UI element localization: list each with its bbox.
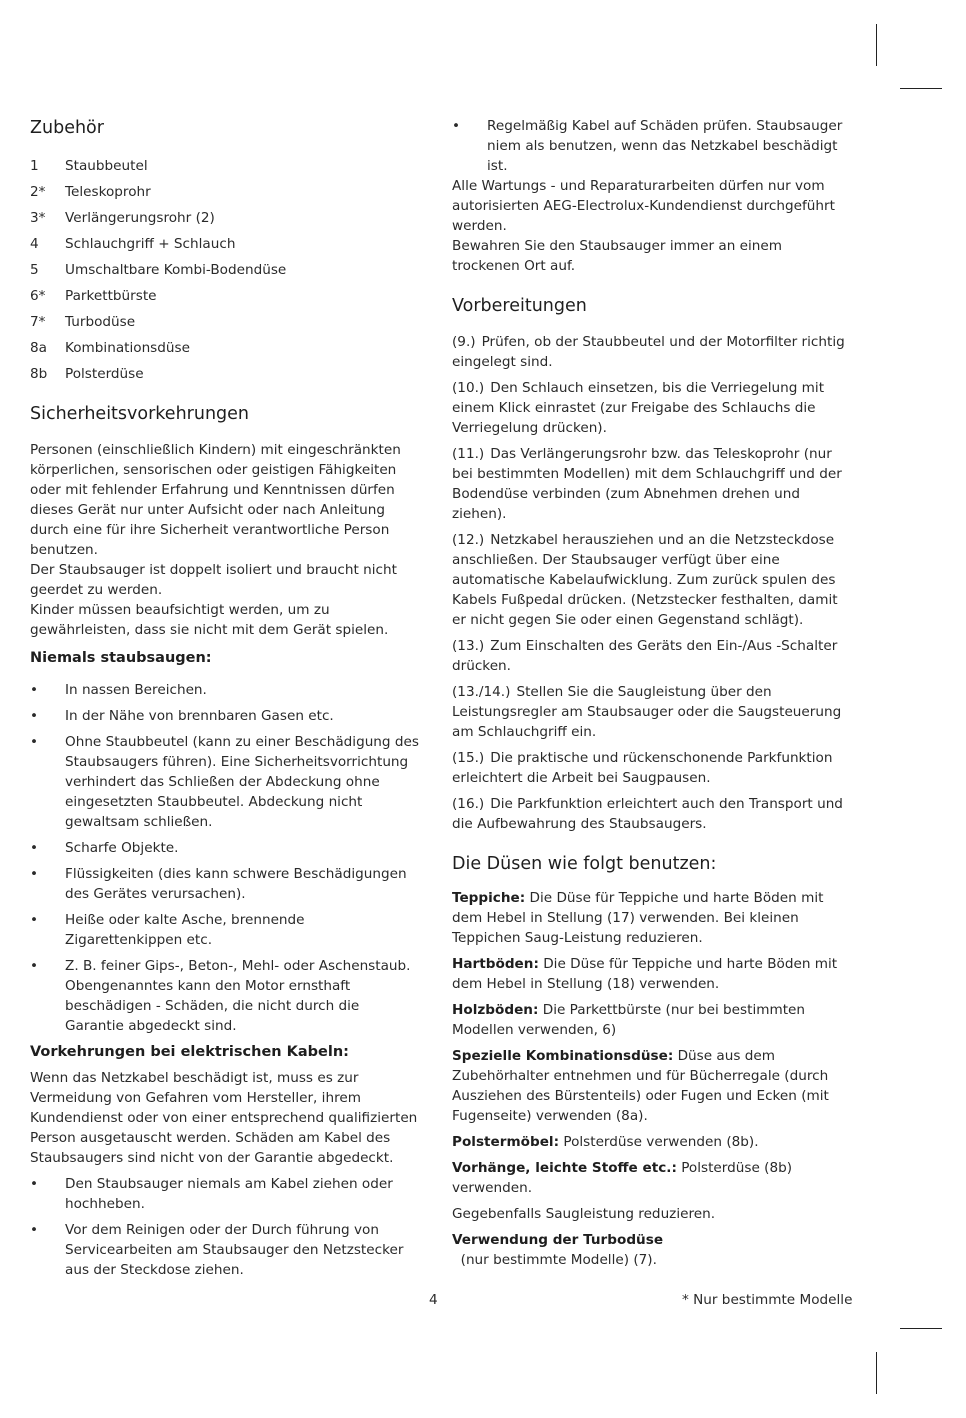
item-text: Verlängerungsrohr (2) — [65, 210, 215, 226]
bullet-icon: • — [30, 866, 39, 882]
item-text: Kombinationsdüse — [65, 340, 190, 356]
item-number: 3* — [30, 210, 46, 226]
step-text: Zum Einschalten des Geräts den Ein-/Aus -Schalter drücken. — [452, 638, 838, 674]
list-item — [30, 312, 422, 332]
nozzle-text: (nur bestimmte Modelle) (7). — [452, 1252, 657, 1268]
list-item — [452, 332, 852, 372]
crop-mark-top-horizontal — [900, 88, 942, 89]
cable-list — [30, 1174, 422, 1280]
item-text: Den Staubsauger niemals am Kabel ziehen oder hochheben. — [65, 1176, 393, 1212]
safety-heading: Sicherheitsvorkehrungen — [30, 404, 250, 424]
step-text: Prüfen, ob der Staubbeutel und der Motorfilter richtig eingelegt sind. — [452, 334, 845, 370]
list-item — [30, 208, 422, 228]
safety-paragraph-children: Kinder müssen beaufsichtigt werden, um zu gewährleisten, dass sie nicht mit dem Gerät spielen. — [30, 602, 389, 638]
item-text: Parkettbürste — [65, 288, 157, 304]
item-text: Turbodüse — [65, 314, 136, 330]
right-column — [452, 116, 852, 1270]
crop-mark-bottom-vertical — [876, 1352, 877, 1394]
nozzles-list — [452, 888, 852, 1270]
list-item — [30, 182, 422, 202]
item-number: 2* — [30, 184, 46, 200]
nozzles-heading: Die Düsen wie folgt benutzen: — [452, 854, 717, 874]
preparation-steps — [452, 332, 852, 834]
list-item — [30, 864, 422, 904]
bullet-icon: • — [30, 1176, 39, 1192]
item-text: Z. B. feiner Gips-, Beton-, Mehl- oder Aschenstaub. Obengenanntes kann den Motor ernsthaft beschädigen - Schäden, die nicht durch die Garantie abgedeckt sind. — [65, 958, 411, 1034]
crop-mark-top-vertical — [876, 24, 877, 66]
bullet-icon: • — [30, 708, 39, 724]
item-number: 6* — [30, 288, 46, 304]
nozzle-label: Holzböden: — [452, 1002, 539, 1018]
item-text: Flüssigkeiten (dies kann schwere Beschädigungen des Gerätes verursachen). — [65, 866, 407, 902]
page-number: 4 — [429, 1292, 438, 1308]
item-text: Heiße oder kalte Asche, brennende Zigarettenkippen etc. — [65, 912, 305, 948]
list-item — [30, 260, 422, 280]
item-text: Staubbeutel — [65, 158, 148, 174]
item-text: Teleskoprohr — [65, 184, 151, 200]
list-item — [30, 910, 422, 950]
bullet-icon: • — [30, 734, 39, 750]
list-item — [452, 116, 852, 176]
nozzle-text: Die Düse für Teppiche und harte Böden mit dem Hebel in Stellung (17) verwenden. Bei kleinen Teppichen Saug-Leistung reduzieren. — [452, 890, 824, 946]
item-number: 8b — [30, 366, 48, 382]
list-item — [30, 732, 422, 832]
item-number: 4 — [30, 236, 39, 252]
step-text: Netzkabel herausziehen und an die Netzsteckdose anschließen. Der Staubsauger verfügt über eine automatische Kabelaufwicklung. Zum zurück spulen des Kabels Fußpedal drücken. (Netzstecker festhalten, damit er nicht gegen Sie oder einen Gegenstand schlägt). — [452, 532, 838, 628]
nozzle-label: Spezielle Kombinationsdüse: — [452, 1048, 674, 1064]
step-text: Stellen Sie die Saugleistung über den Leistungsregler am Staubsauger oder die Saugsteuerung am Schlauchgriff ein. — [452, 684, 842, 740]
crop-mark-bottom-horizontal — [900, 1328, 942, 1329]
list-item — [30, 364, 422, 384]
bullet-icon: • — [30, 840, 39, 856]
item-number: 8a — [30, 340, 47, 356]
nozzle-text: Polsterdüse (8b) verwenden. — [452, 1160, 793, 1196]
list-item — [452, 794, 852, 834]
list-item — [30, 1220, 422, 1280]
list-item — [30, 286, 422, 306]
nozzle-text: Polsterdüse verwenden (8b). — [559, 1134, 759, 1150]
step-number: (12.) — [452, 532, 485, 548]
item-text: In nassen Bereichen. — [65, 682, 207, 698]
nozzle-label: Vorhänge, leichte Stoffe etc.: — [452, 1160, 677, 1176]
list-item — [30, 680, 422, 700]
list-item — [452, 636, 852, 676]
list-item — [30, 156, 422, 176]
item-text: Vor dem Reinigen oder der Durch führung von Servicearbeiten am Staubsauger den Netzstecker aus der Steckdose ziehen. — [65, 1222, 404, 1278]
item-number: 5 — [30, 262, 39, 278]
nozzle-text: Die Parkettbürste (nur bei bestimmten Modellen verwenden, 6) — [452, 1002, 806, 1038]
item-text: In der Nähe von brennbaren Gasen etc. — [65, 708, 334, 724]
list-item — [452, 682, 852, 742]
nozzle-item — [452, 1132, 852, 1152]
list-item — [30, 838, 422, 858]
reduce-suction-note: Gegebenfalls Saugleistung reduzieren. — [452, 1206, 716, 1222]
list-item — [452, 748, 852, 788]
list-item — [30, 706, 422, 726]
item-number: 1 — [30, 158, 39, 174]
nozzle-label: Teppiche: — [452, 890, 526, 906]
list-item — [30, 956, 422, 1036]
item-text: Ohne Staubbeutel (kann zu einer Beschädigung des Staubsaugers führen). Eine Sicherheitsvorrichtung verhindert das Schließen der Abdeckung ohne eingesetzten Staubbeutel. Abdeckung nicht gewaltsam schließen. — [65, 734, 419, 830]
never-vacuum-list — [30, 680, 422, 1036]
item-text: Regelmäßig Kabel auf Schäden prüfen. Staubsauger niem als benutzen, wenn das Netzkabel beschädigt ist. — [487, 118, 843, 174]
nozzle-item — [452, 1000, 852, 1040]
list-item — [452, 378, 852, 438]
step-text: Das Verlängerungsrohr bzw. das Teleskoprohr (nur bei bestimmten Modellen) mit dem Schlauchgriff und der Bodendüse verbinden (zum Abnehmen drehen und ziehen). — [452, 446, 842, 522]
item-text: Scharfe Objekte. — [65, 840, 179, 856]
footnote: * Nur bestimmte Modelle — [682, 1292, 853, 1308]
accessories-heading: Zubehör — [30, 118, 104, 138]
step-number: (13.) — [452, 638, 485, 654]
item-text: Polsterdüse — [65, 366, 144, 382]
nozzle-label: Polstermöbel: — [452, 1134, 560, 1150]
bullet-icon: • — [30, 682, 39, 698]
step-number: (13./14.) — [452, 684, 511, 700]
step-text: Die praktische und rückenschonende Parkfunktion erleichtert die Arbeit bei Saugpausen. — [452, 750, 833, 786]
bullet-icon: • — [30, 958, 39, 974]
nozzle-label: Verwendung der Turbodüse — [452, 1232, 664, 1248]
step-number: (9.) — [452, 334, 476, 350]
list-item — [30, 1174, 422, 1214]
preparation-heading: Vorbereitungen — [452, 296, 587, 316]
step-number: (16.) — [452, 796, 485, 812]
list-item — [30, 338, 422, 358]
nozzle-text: Düse aus dem Zubehörhalter entnehmen und für Bücherregale (durch Ausziehen des Bürstenteils) oder Fugen und Ecken (mit Fugenseite) verwenden (8a). — [452, 1048, 829, 1124]
cable-heading: Vorkehrungen bei elektrischen Kabeln: — [30, 1044, 349, 1060]
list-item — [452, 530, 852, 630]
list-item — [452, 444, 852, 524]
item-number: 7* — [30, 314, 46, 330]
never-vacuum-heading: Niemals staubsaugen: — [30, 650, 212, 666]
nozzle-item — [452, 954, 852, 994]
nozzle-item — [452, 888, 852, 948]
item-text: Umschaltbare Kombi-Bodendüse — [65, 262, 287, 278]
step-number: (10.) — [452, 380, 485, 396]
list-item — [30, 234, 422, 254]
nozzle-label: Hartböden: — [452, 956, 539, 972]
safety-paragraph-insulation: Der Staubsauger ist doppelt isoliert und braucht nicht geerdet zu werden. — [30, 562, 397, 598]
accessories-list — [30, 156, 422, 384]
step-text: Die Parkfunktion erleichtert auch den Transport und die Aufbewahrung des Staubsaugers. — [452, 796, 843, 832]
cable-paragraph: Wenn das Netzkabel beschädigt ist, muss es zur Vermeidung von Gefahren vom Hersteller, ihrem Kundendienst oder von einer entsprechend qualifizierten Person ausgetauscht werden. Schäden am Kabel des Staubsaugers sind nicht von der Garantie abgedeckt. — [30, 1070, 418, 1166]
nozzle-item — [452, 1046, 852, 1126]
bullet-icon: • — [30, 1222, 39, 1238]
safety-paragraph-persons: Personen (einschließlich Kindern) mit eingeschränkten körperlichen, sensorischen oder geistigen Fähigkeiten oder mit fehlender Erfahrung und Kenntnissen dürfen dieses Gerät nur unter Aufsicht oder nach Anleitung durch eine für ihre Sicherheit verantwortliche Person benutzen. — [30, 442, 401, 558]
left-column — [30, 112, 422, 1280]
step-number: (11.) — [452, 446, 485, 462]
nozzle-item — [452, 1158, 852, 1198]
storage-paragraph: Bewahren Sie den Staubsauger immer an einem trockenen Ort auf. — [452, 238, 782, 274]
step-text: Den Schlauch einsetzen, bis die Verriegelung mit einem Klick einrastet (zur Freigabe des Schlauchs die Verriegelung drücken). — [452, 380, 825, 436]
service-paragraph: Alle Wartungs - und Reparaturarbeiten dürfen nur vom autorisierten AEG-Electrolux-Kundendienst durchgeführt werden. — [452, 178, 835, 234]
bullet-icon: • — [452, 118, 461, 134]
nozzle-text: Die Düse für Teppiche und harte Böden mit dem Hebel in Stellung (18) verwenden. — [452, 956, 838, 992]
bullet-icon: • — [30, 912, 39, 928]
nozzle-item — [452, 1230, 852, 1270]
step-number: (15.) — [452, 750, 485, 766]
item-text: Schlauchgriff + Schlauch — [65, 236, 236, 252]
